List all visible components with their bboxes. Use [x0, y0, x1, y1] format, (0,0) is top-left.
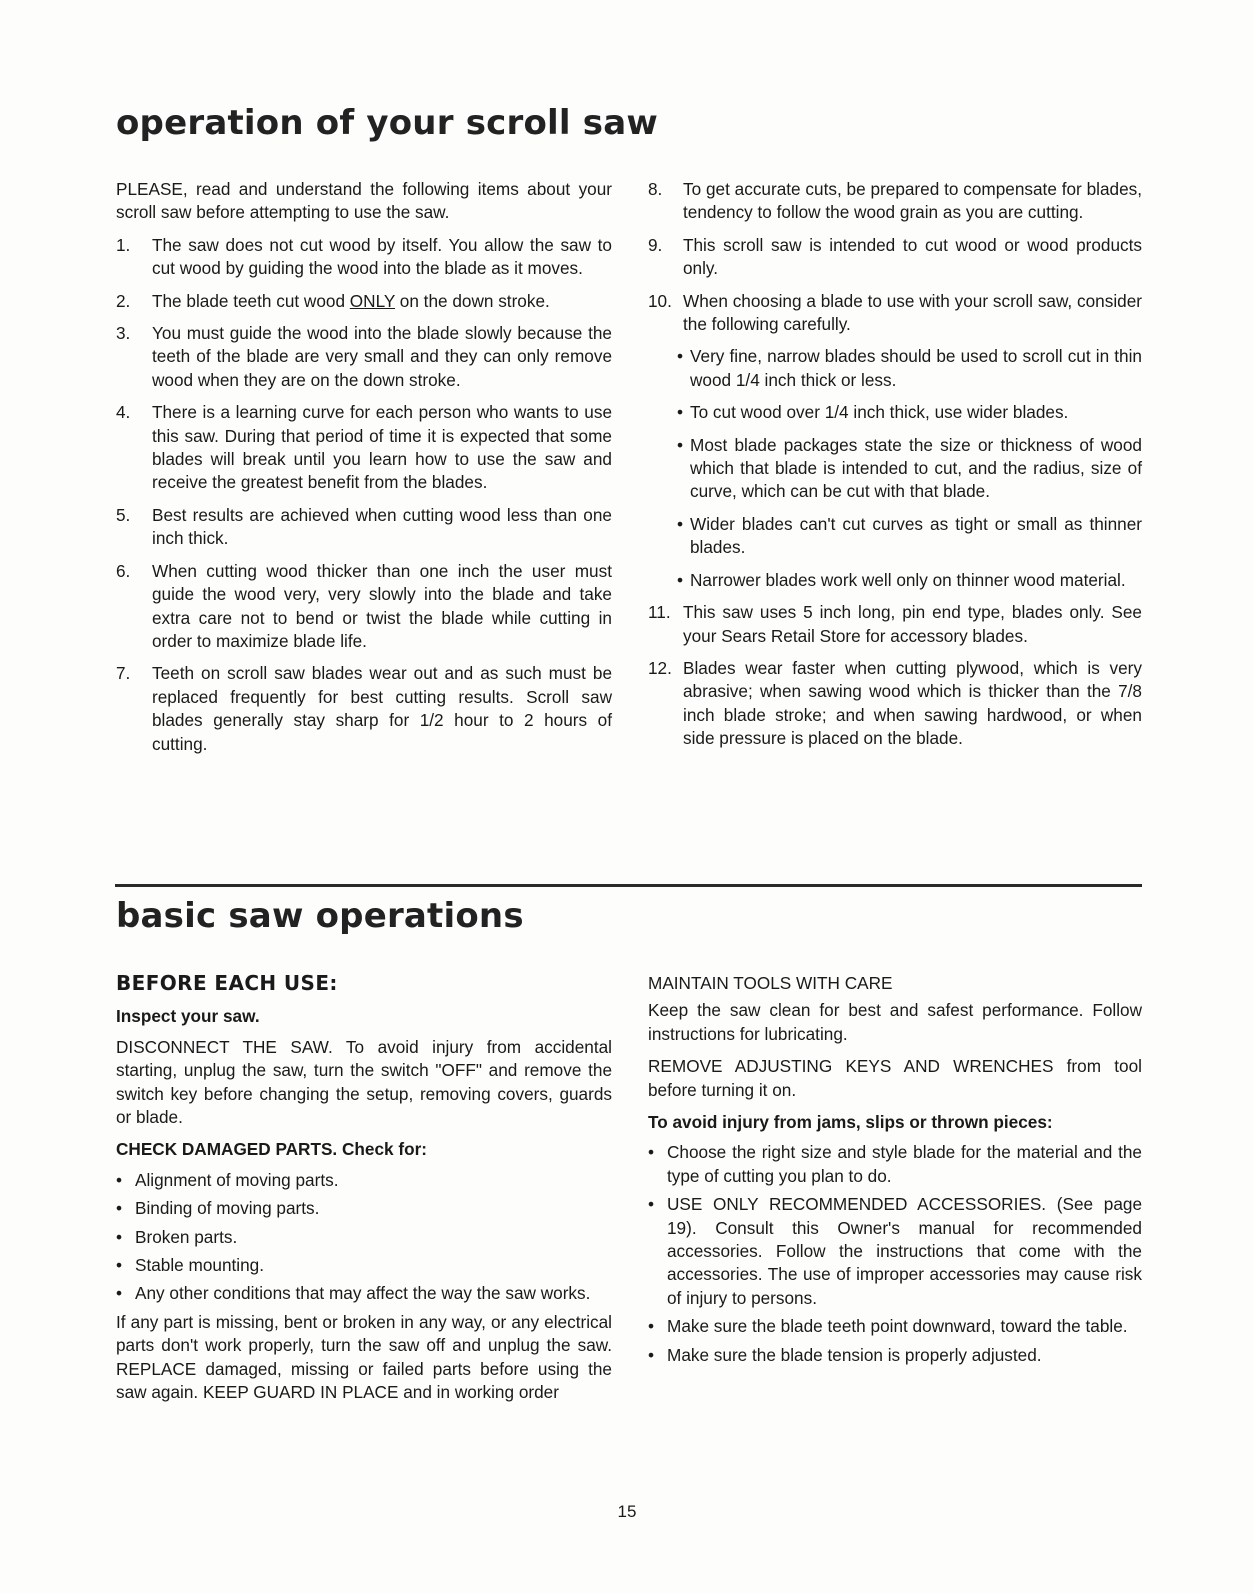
list-item: • Broken parts.	[116, 1226, 612, 1249]
remove-keys-paragraph: REMOVE ADJUSTING KEYS AND WRENCHES from tool before turning it on.	[648, 1056, 1142, 1100]
section-title-basic: basic saw operations	[116, 896, 524, 936]
basic-left-column	[116, 972, 612, 1414]
avoid-injury-heading: To avoid injury from jams, slips or thrown pieces:	[648, 1112, 1053, 1133]
list-item: • Stable mounting.	[116, 1254, 612, 1277]
check-damaged-heading: CHECK DAMAGED PARTS. Check for:	[116, 1139, 427, 1160]
list-item: 11. This saw uses 5 inch long, pin end type, blades only. See your Sears Retail Store for accessory blades.	[648, 602, 1142, 646]
list-item: • Alignment of moving parts.	[116, 1169, 612, 1192]
operation-left-column	[116, 178, 612, 765]
list-item: 6. When cutting wood thicker than one inch the user must guide the wood very, very slowly into the blade and take extra care not to bend or twist the blade while cutting in order to maximize blade life.	[116, 560, 612, 651]
list-item: • USE ONLY RECOMMENDED ACCESSORIES. (See page 19). Consult this Owner's manual for recommended accessories. Follow the instructions that come with the accessories. The use of improper accessories may cause risk of injury to persons.	[648, 1193, 1142, 1310]
page-number: 15	[617, 1502, 637, 1521]
maintain-paragraph: Keep the saw clean for best and safest performance. Follow instructions for lubricating.	[648, 1000, 1142, 1044]
sub-bullet: • Narrower blades work well only on thinner wood material.	[648, 569, 1142, 592]
list-item: 4. There is a learning curve for each person who wants to use this saw. During that period of time it is expected that some blades will break until you learn how to use the saw and receive the greatest benefit from the blades.	[116, 402, 612, 493]
list-item: 1. The saw does not cut wood by itself. You allow the saw to cut wood by guiding the wood into the blade as it moves.	[116, 234, 612, 279]
missing-parts-paragraph: If any part is missing, bent or broken in any way, or any electrical parts don't work properly, turn the saw off and unplug the saw. REPLACE damaged, missing or failed parts before using the saw again. KEEP GUARD IN PLACE and in working order	[116, 1311, 612, 1403]
operation-right-column	[648, 178, 1142, 760]
inspect-heading: Inspect your saw.	[116, 1006, 260, 1027]
list-item: 2. The blade teeth cut wood ONLY on the down stroke.	[116, 290, 550, 311]
list-item: • Make sure the blade teeth point downward, toward the table.	[648, 1315, 1142, 1338]
sub-bullet: • Wider blades can't cut curves as tight or small as thinner blades.	[648, 513, 1142, 560]
disconnect-paragraph: DISCONNECT THE SAW. To avoid injury from accidental starting, unplug the saw, turn the switch "OFF" and remove the switch key before changing the setup, removing covers, guards or blade.	[116, 1036, 612, 1128]
list-item: 8. To get accurate cuts, be prepared to compensate for blades, tendency to follow the wood grain as you are cutting.	[648, 179, 1142, 223]
list-item: 7. Teeth on scroll saw blades wear out and as such must be replaced frequently for best cutting results. Scroll saw blades generally stay sharp for 1/2 hour to 2 hours of cutting.	[116, 663, 612, 754]
list-item: 9. This scroll saw is intended to cut wood or wood products only.	[648, 234, 1142, 279]
maintain-heading: MAINTAIN TOOLS WITH CARE	[648, 973, 893, 993]
sub-bullet: • Most blade packages state the size or thickness of wood which that blade is intended to cut, and the radius, size of curve, which can be cut with that blade.	[648, 434, 1142, 504]
list-item: 3. You must guide the wood into the blade slowly because the teeth of the blade are very small and they can only remove wood when they are on the down stroke.	[116, 323, 612, 390]
section-divider	[115, 884, 1142, 887]
before-each-use-heading: BEFORE EACH USE:	[116, 971, 338, 995]
list-item: • Make sure the blade tension is properly adjusted.	[648, 1344, 1142, 1367]
sub-bullet: • To cut wood over 1/4 inch thick, use wider blades.	[648, 401, 1142, 424]
list-item: • Any other conditions that may affect the way the saw works.	[116, 1282, 612, 1305]
list-item: 5. Best results are achieved when cutting wood less than one inch thick.	[116, 504, 612, 549]
emphasis-only: ONLY	[349, 290, 396, 311]
list-item: 12. Blades wear faster when cutting plywood, which is very abrasive; when sawing wood which is thicker than the 7/8 inch blade stroke; and when sawing hardwood, or when side pressure is placed on the blade.	[648, 657, 1142, 749]
sub-bullet: • Very fine, narrow blades should be used to scroll cut in thin wood 1/4 inch thick or less.	[648, 345, 1142, 392]
list-item: • Binding of moving parts.	[116, 1197, 612, 1220]
intro-paragraph: PLEASE, read and understand the following items about your scroll saw before attempting to use the saw.	[116, 179, 612, 223]
list-item: 10. When choosing a blade to use with your scroll saw, consider the following carefully.	[648, 290, 1142, 335]
list-item: • Choose the right size and style blade for the material and the type of cutting you plan to do.	[648, 1141, 1142, 1188]
section-title-operation: operation of your scroll saw	[116, 103, 658, 143]
basic-right-column	[648, 972, 1142, 1372]
